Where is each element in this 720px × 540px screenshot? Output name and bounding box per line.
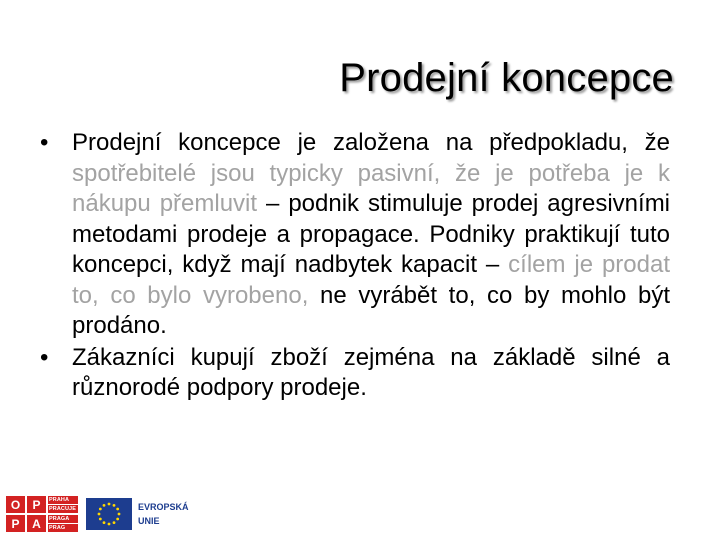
eu-star bbox=[118, 513, 121, 516]
praha-line: PRAG bbox=[48, 524, 78, 532]
oppa-logo bbox=[6, 496, 46, 532]
oppa-letter: A bbox=[27, 515, 46, 532]
bullet-text-segment: Zákazníci kupují zboží zejména na základě silné a různorodé podpory prodeje. bbox=[72, 343, 670, 401]
bullet-item bbox=[40, 343, 670, 404]
eu-star bbox=[113, 504, 116, 507]
eu-label bbox=[138, 500, 189, 528]
oppa-letter: P bbox=[6, 515, 25, 532]
praha-line: PRAHA bbox=[48, 496, 78, 504]
eu-star bbox=[99, 508, 102, 511]
eu-flag-icon bbox=[86, 498, 132, 530]
eu-star bbox=[98, 513, 101, 516]
eu-label-line: UNIE bbox=[138, 516, 160, 526]
praha-line: PRACUJE bbox=[48, 505, 78, 513]
eu-star bbox=[103, 504, 106, 507]
bullet-list bbox=[40, 128, 670, 404]
slide-title: Prodejní koncepce bbox=[339, 56, 674, 100]
eu-star bbox=[116, 518, 119, 521]
bullet-marker: • bbox=[40, 129, 49, 156]
bullet-marker: • bbox=[40, 343, 49, 371]
praha-logo bbox=[48, 496, 78, 532]
oppa-letter: O bbox=[6, 496, 25, 513]
eu-star bbox=[116, 508, 119, 511]
eu-label-line: EVROPSKÁ bbox=[138, 502, 189, 512]
bullet-item bbox=[40, 128, 670, 342]
bullet-text-highlight: spotřebitelé jsou typicky pasivní, že je potřeba je k nákupu přemluvit bbox=[72, 159, 670, 217]
eu-star bbox=[99, 518, 102, 521]
eu-star bbox=[113, 521, 116, 524]
bullet-text-segment: Prodejní koncepce je založena na předpokladu, že bbox=[72, 129, 670, 156]
bullet-text-highlight: cílem je prodat to, co bylo vyrobeno, bbox=[72, 251, 671, 309]
bullet-text-segment: – podnik stimuluje prodej agresivními metodami prodeje a propagace. Podniky praktikují tuto koncepci, když mají nadbytek kapacit – bbox=[72, 190, 671, 278]
eu-star bbox=[108, 503, 111, 506]
eu-star bbox=[103, 521, 106, 524]
oppa-letter: P bbox=[27, 496, 46, 513]
praha-line: PRAGA bbox=[48, 515, 78, 523]
eu-star bbox=[108, 523, 111, 526]
bullet-text-segment: ne vyrábět to, co by mohlo být prodáno. bbox=[72, 281, 670, 339]
